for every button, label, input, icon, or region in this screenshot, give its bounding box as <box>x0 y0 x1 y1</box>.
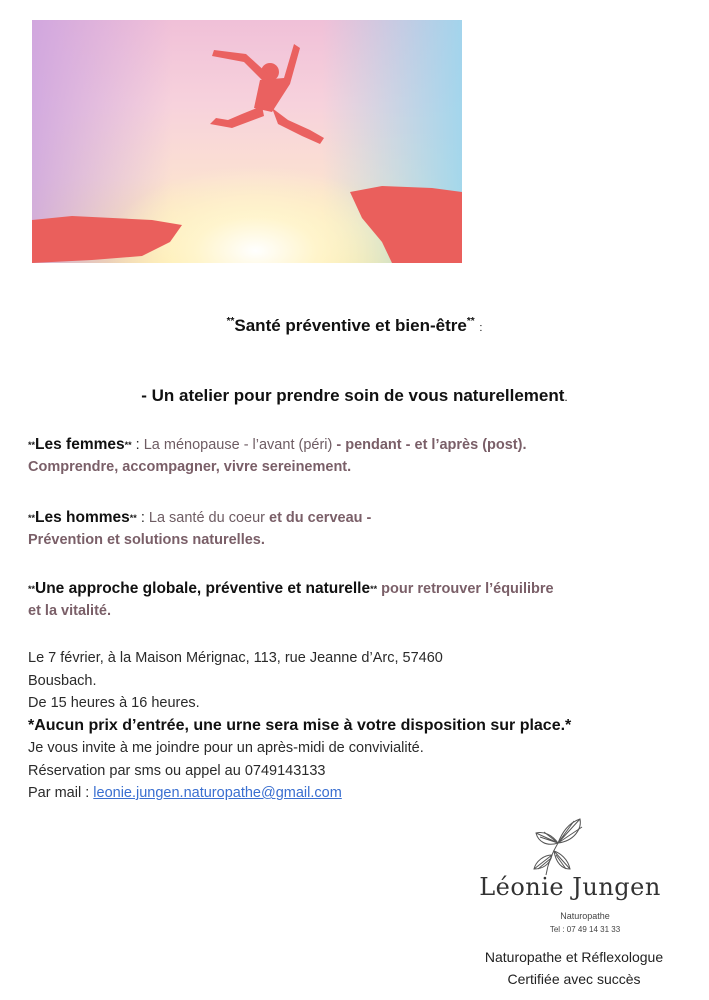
women-line1-part1: La ménopause - l’avant (péri) <box>143 437 333 453</box>
info-town: Bousbach. <box>28 672 97 689</box>
women-separator: : <box>135 437 140 453</box>
credit-line2: Certifiée avec succès <box>507 971 641 987</box>
women-line1-part2: - pendant - et l’après (post). <box>336 437 527 453</box>
men-line1-part2: et du cerveau - <box>269 510 372 526</box>
info-hours: De 15 heures à 16 heures. <box>28 695 200 711</box>
subtitle-text: - Un atelier pour prendre soin de vous naturellement <box>141 386 565 405</box>
info-mail-row <box>28 782 688 805</box>
approach-line2: et la vitalité. <box>28 603 112 619</box>
men-stars-right: ** <box>129 513 137 523</box>
men-heading: Les hommes <box>35 509 130 526</box>
credit-line1: Naturopathe et Réflexologue <box>484 949 664 965</box>
approach-stars-left: ** <box>28 584 36 594</box>
title-stars-right: ** <box>466 316 475 327</box>
event-info <box>28 647 688 805</box>
hero-image <box>32 20 462 263</box>
men-stars-left: ** <box>28 513 36 523</box>
logo-tel: Tel : 07 49 14 31 33 <box>549 925 621 934</box>
title-text: Santé préventive et bien-être <box>234 316 467 335</box>
info-price: *Aucun prix d’entrée, une urne sera mise à votre disposition sur place.* <box>28 716 572 734</box>
info-mail-label: Par mail : <box>28 785 90 801</box>
women-stars-right: ** <box>124 440 132 450</box>
logo-name: Léonie Jungen <box>479 873 661 901</box>
women-stars-left: ** <box>28 440 36 450</box>
jumping-person-image <box>32 20 462 263</box>
men-separator: : <box>140 510 145 526</box>
info-reservation: Réservation par sms ou appel au 0749143133 <box>28 762 326 779</box>
approach-heading: Une approche globale, préventive et naturelle <box>35 580 371 597</box>
men-line1-part1: La santé du coeur <box>148 510 265 526</box>
logo <box>470 815 670 945</box>
info-invite: Je vous invite à me joindre pour un après-midi de convivialité. <box>28 740 424 756</box>
approach-section <box>28 578 698 622</box>
info-address: Le 7 février, à la Maison Mérignac, 113, rue Jeanne d’Arc, 57460 <box>28 650 443 666</box>
title-colon: : <box>479 322 483 334</box>
women-heading: Les femmes <box>35 436 125 453</box>
logo-role: Naturopathe <box>560 911 610 921</box>
men-line2: Prévention et solutions naturelles. <box>28 532 265 548</box>
approach-stars-right: ** <box>370 584 378 594</box>
credit <box>464 946 684 990</box>
women-line2: Comprendre, accompagner, vivre sereinement. <box>28 459 352 475</box>
subtitle-dot: . <box>564 390 568 404</box>
subtitle <box>0 386 709 406</box>
email-link[interactable]: leonie.jungen.naturopathe@gmail.com <box>93 785 342 801</box>
page-title <box>0 316 709 336</box>
approach-tail: pour retrouver l’équilibre <box>381 581 554 597</box>
ginkgo-leaves-icon <box>518 815 588 877</box>
women-section <box>28 434 527 478</box>
men-section <box>28 507 371 551</box>
title-stars-left: ** <box>226 316 235 327</box>
